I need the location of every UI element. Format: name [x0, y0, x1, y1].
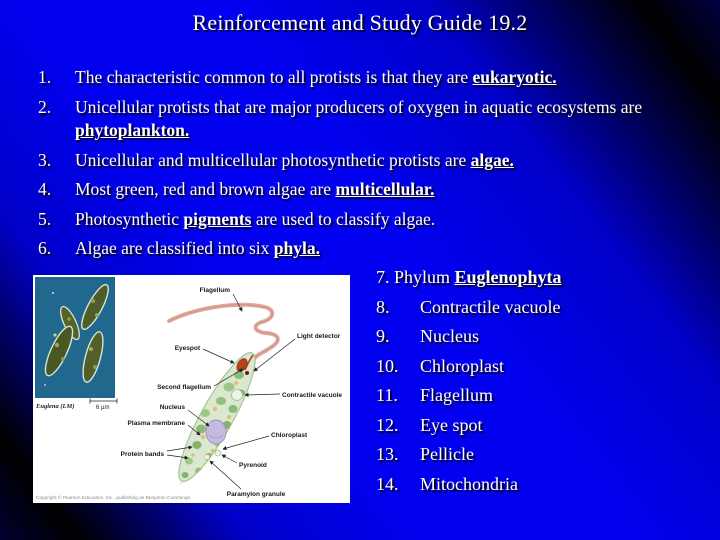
organelle-label: Chloroplast — [420, 355, 504, 376]
label-second-flagellum: Second flagellum — [157, 384, 211, 391]
item-body: Unicellular protists that are major producers of oxygen in aquatic ecosystems are — [75, 96, 643, 117]
item-number: 6. — [38, 238, 52, 258]
item-body: The characteristic common to all protists is that they are — [75, 67, 473, 87]
pyrenoid-shape — [215, 450, 221, 456]
organelle-label: Eye spot — [420, 414, 483, 435]
micrograph-caption: Euglena (LM) — [36, 403, 75, 410]
organelle-label: Pellicle — [420, 444, 474, 464]
item-term: phytoplankton. — [75, 120, 190, 140]
phylum-line — [376, 263, 562, 293]
item-body: Algae are classified into six — [75, 238, 274, 258]
label-eyespot: Eyespot — [174, 345, 200, 352]
organelle-list — [376, 263, 562, 499]
organelle-label: Mitochondria — [420, 473, 518, 494]
list-item — [38, 149, 644, 173]
organelle-number: 8. — [376, 296, 390, 317]
organelle-number: 12. — [376, 414, 399, 435]
scale-label: 6 µm — [96, 405, 110, 411]
label-paramylon-granule: Paramylon granule — [226, 491, 286, 498]
organelle-item — [376, 322, 562, 352]
item-text — [75, 149, 644, 173]
item-term: phyla. — [273, 238, 320, 258]
item-term: multicellular. — [335, 179, 435, 199]
label-protein-bands: Protein bands — [120, 451, 164, 458]
item-body: Photosynthetic — [75, 208, 184, 229]
paramylon-shape — [205, 455, 210, 460]
label-contractile-vacuole: Contractile vacuole — [282, 392, 342, 399]
item-number: 2. — [38, 96, 52, 117]
organelle-number: 13. — [376, 444, 399, 464]
slide-title: Reinforcement and Study Guide 19.2 — [192, 10, 528, 35]
label-chloroplast: Chloroplast — [271, 432, 308, 439]
item-tail: are used to classify algae. — [251, 208, 436, 229]
organelle-item — [376, 411, 562, 441]
item-body: Most green, red and brown algae are — [75, 179, 336, 199]
item-number: 5. — [38, 208, 52, 229]
phylum-prefix: 7. Phylum — [376, 267, 455, 287]
item-text — [75, 178, 644, 202]
list-item — [38, 208, 644, 232]
item-number: 1. — [38, 67, 52, 87]
phylum-term: Euglenophyta — [454, 267, 562, 287]
list-item — [38, 96, 644, 143]
organelle-number: 10. — [376, 355, 399, 376]
item-number: 3. — [38, 149, 52, 170]
organelle-number: 9. — [376, 326, 390, 346]
euglena-diagram — [33, 275, 350, 503]
figure-panel — [33, 275, 350, 503]
label-flagellum: Flagellum — [199, 287, 230, 294]
item-term: pigments — [183, 208, 252, 229]
label-light-detector: Light detector — [297, 333, 341, 340]
item-body: Unicellular and multicellular photosynthetic protists are — [75, 149, 471, 170]
organelle-item — [376, 440, 562, 470]
organelle-label: Contractile vacuole — [420, 296, 561, 317]
organelle-label: Flagellum — [420, 385, 493, 405]
item-number: 4. — [38, 179, 52, 199]
label-pyrenoid: Pyrenoid — [239, 462, 267, 469]
item-term: algae. — [470, 149, 514, 170]
label-plasma-membrane: Plasma membrane — [127, 420, 185, 427]
organelle-item — [376, 470, 562, 500]
scale-bar — [90, 399, 117, 404]
item-text — [75, 208, 644, 232]
euglena-micrograph — [35, 277, 117, 411]
label-nucleus: Nucleus — [159, 404, 185, 411]
organelle-number: 14. — [376, 473, 399, 494]
list-item — [38, 66, 644, 90]
item-text — [75, 96, 644, 143]
contractile-vacuole-shape — [232, 390, 243, 401]
organelle-label: Nucleus — [420, 326, 479, 346]
list-item — [38, 178, 644, 202]
study-guide-list — [38, 66, 644, 267]
organelle-number: 11. — [376, 385, 398, 405]
organelle-item — [376, 381, 562, 411]
organelle-item — [376, 352, 562, 382]
list-item — [38, 237, 644, 261]
item-term: eukaryotic. — [472, 67, 557, 87]
organelle-item — [376, 293, 562, 323]
light-detector-shape — [245, 371, 249, 375]
item-text — [75, 237, 644, 261]
item-text — [75, 66, 644, 90]
nucleus-shape — [206, 420, 226, 444]
copyright-text: Copyright © Pearson Education, Inc., publishing as Benjamin Cummings. — [36, 496, 192, 501]
